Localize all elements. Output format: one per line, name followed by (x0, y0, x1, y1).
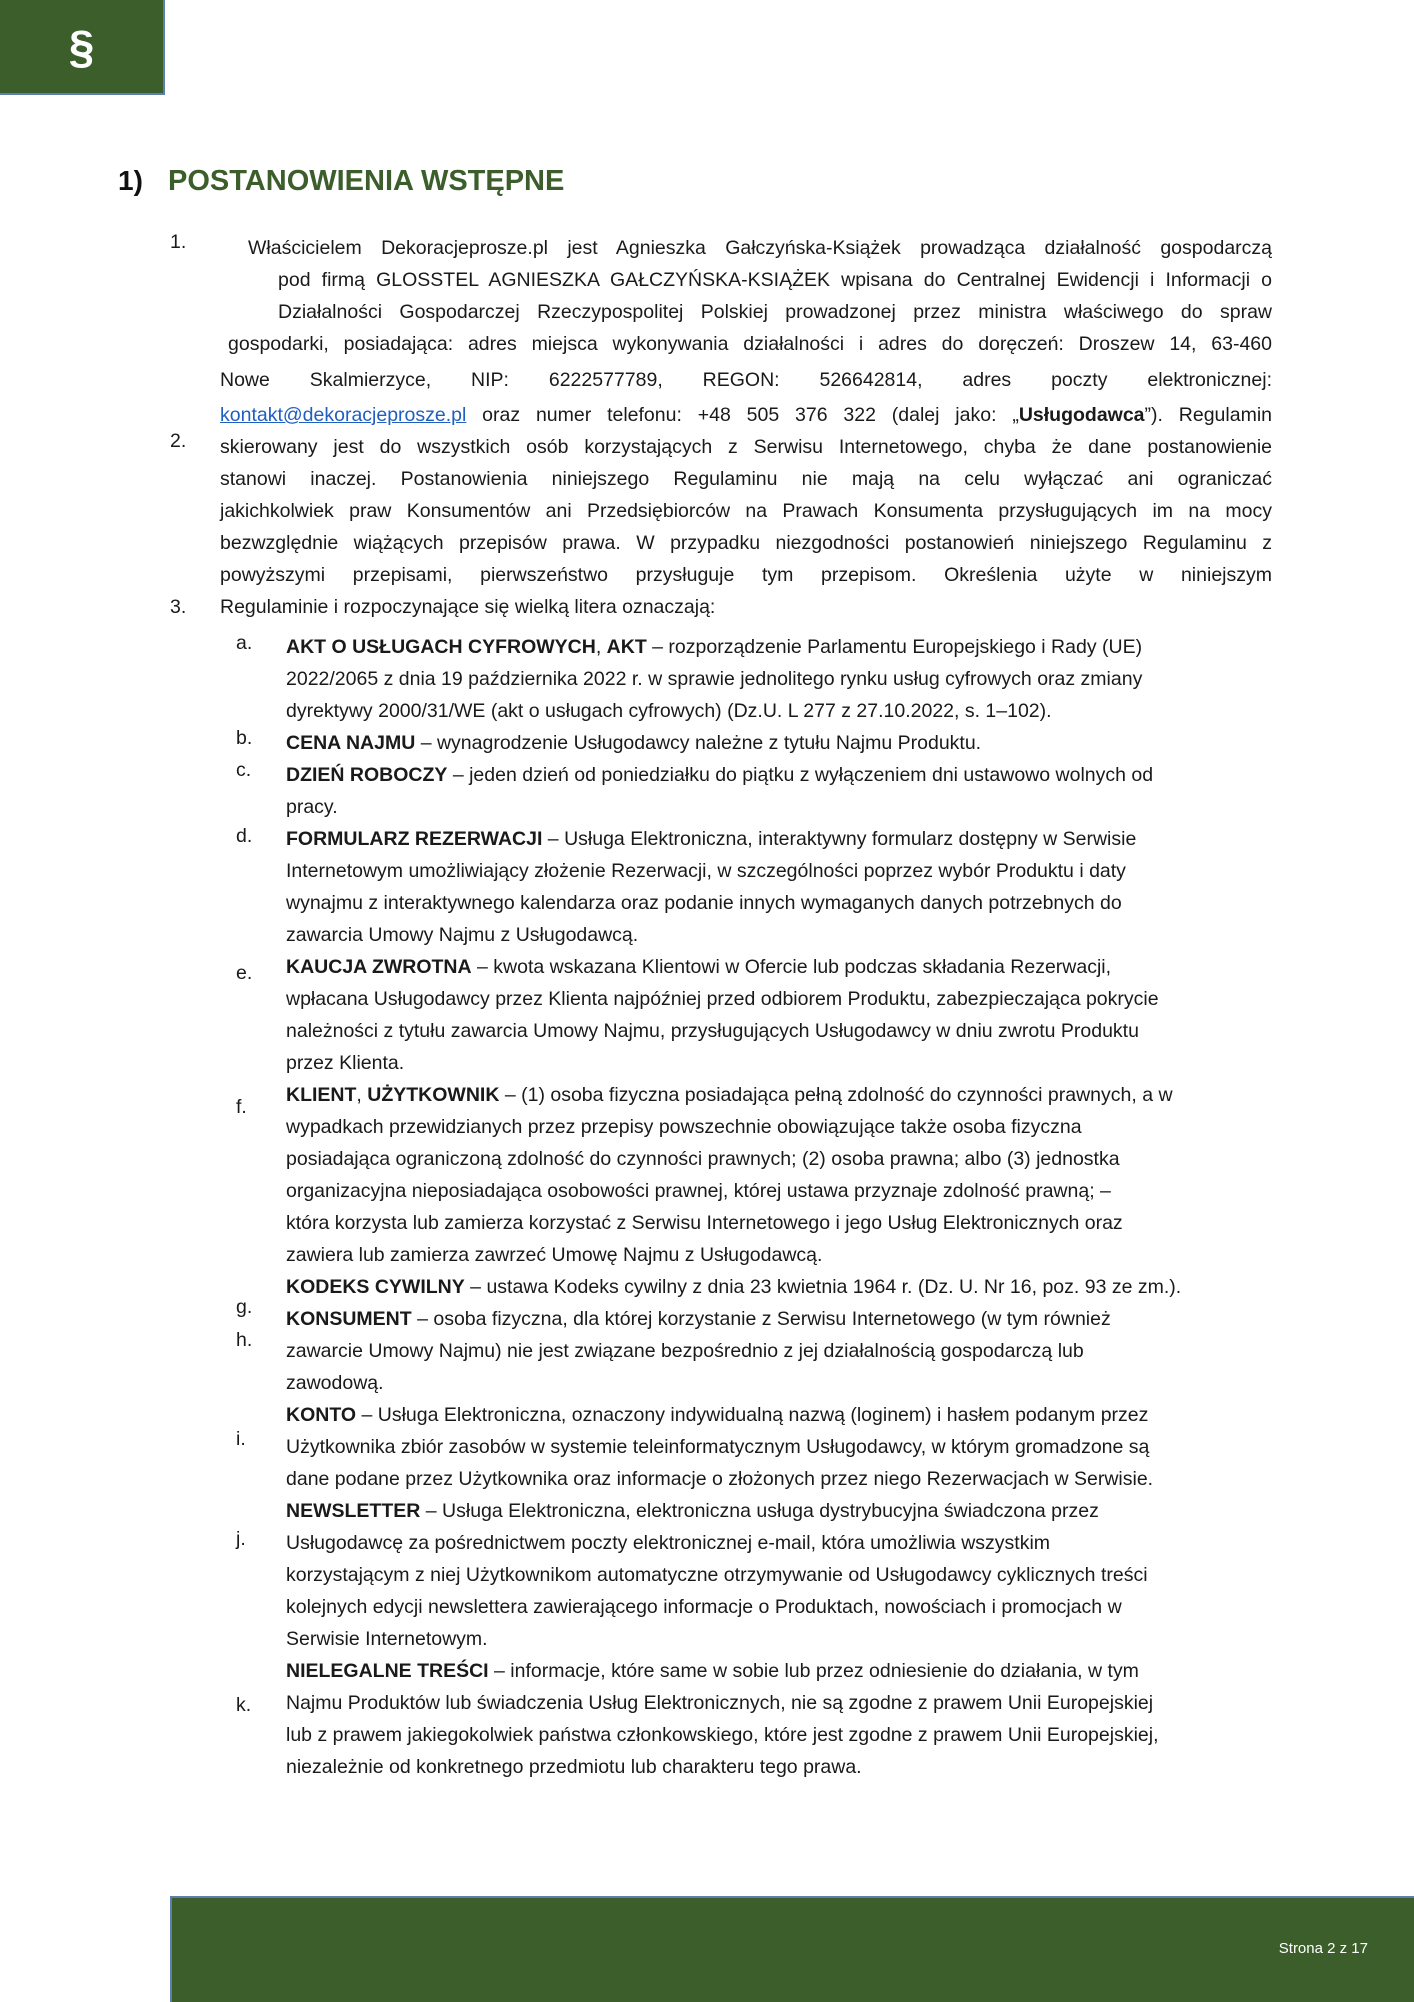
definition-line: niezależnie od konkretnego przedmiotu lub charakteru tego prawa. (286, 1756, 862, 1778)
definition-term: KONSUMENT (286, 1308, 412, 1330)
definition-letter: k. (236, 1694, 252, 1716)
paragraph-line: bezwzględnie wiążących przepisów prawa. W przypadku niezgodności postanowień niniejszego Regulaminu z (220, 532, 1272, 554)
definition-term: AKT O USŁUGACH CYFROWYCH (286, 636, 596, 658)
definition-term: CENA NAJMU (286, 732, 416, 754)
section-number: 1) (118, 165, 143, 196)
page-counter: Strona 2 z 17 (1278, 1940, 1368, 1957)
definition-text: – Usługa Elektroniczna, elektroniczna usługa dystrybucyjna świadczona przez (420, 1500, 1099, 1522)
definition-text: – rozporządzenie Parlamentu Europejskiego i Rady (UE) (646, 636, 1143, 658)
paragraph-line: Działalności Gospodarczej Rzeczypospolitej Polskiej prowadzonej przez ministra właściwego do spraw (278, 301, 1272, 323)
section-heading (118, 165, 564, 198)
paragraph-line: stanowi inaczej. Postanowienia niniejszego Regulaminu nie mają na celu wyłączać ani ograniczać (220, 468, 1272, 490)
definition-letter: c. (236, 759, 252, 781)
definition-line: posiadająca ograniczoną zdolność do czynności prawnych; (2) osoba prawna; albo (3) jednostka (286, 1148, 1120, 1170)
definition-text: – osoba fizyczna, dla której korzystanie z Serwisu Internetowego (w tym również (411, 1308, 1111, 1330)
definition-line (286, 727, 1286, 759)
definition-term: FORMULARZ REZERWACJI (286, 828, 543, 850)
definition-line: korzystającym z niej Użytkownikom automatyczne otrzymywanie od Usługodawcy cyklicznych treści (286, 1564, 1148, 1586)
definition-text: – wynagrodzenie Usługodawcy należne z tytułu Najmu Produktu. (415, 732, 982, 754)
definition-text: – (1) osoba fizyczna posiadająca pełną zdolność do czynności prawnych, a w (499, 1084, 1173, 1106)
definition-line: dyrektywy 2000/31/WE (akt o usługach cyfrowych) (Dz.U. L 277 z 27.10.2022, s. 1–102). (286, 700, 1052, 722)
definition-term: NIELEGALNE TREŚCI (286, 1660, 489, 1682)
definition-letter: f. (236, 1096, 247, 1118)
definition-line: wynajmu z interaktywnego kalendarza oraz podanie innych wymaganych danych potrzebnych do (286, 892, 1122, 914)
paragraph-text: ”). Regulamin (1144, 404, 1272, 426)
definition-term: KONTO (286, 1404, 357, 1426)
definitions-list (286, 631, 1286, 1783)
definition-line: dane podane przez Użytkownika oraz informacje o złożonych przez niego Rezerwacjach w Serwisie. (286, 1468, 1154, 1490)
definition-line: pracy. (286, 796, 338, 818)
definition-text: – Usługa Elektroniczna, oznaczony indywidualną nazwą (loginem) i hasłem podanym przez (356, 1404, 1149, 1426)
definition-line (286, 1303, 1286, 1335)
paragraph-line: powyższymi przepisami, pierwszeństwo przysługuje tym przepisom. Określenia użyte w niniejszym (220, 564, 1272, 586)
definition-line: organizacyjna nieposiadająca osobowości prawnej, której ustawa przyznaje zdolność prawną; – (286, 1180, 1111, 1202)
definition-line: Internetowym umożliwiający złożenie Rezerwacji, w szczególności poprzez wybór Produktu i daty (286, 860, 1126, 882)
definition-line: zawarcie Umowy Najmu) nie jest związane bezpośrednio z jej działalnością gospodarczą lub (286, 1340, 1084, 1362)
definition-term: KODEKS CYWILNY (286, 1276, 465, 1298)
definition-line (286, 951, 1286, 983)
definition-line (286, 1271, 1286, 1303)
definition-line: wypadkach przewidzianych przez przepisy powszechnie obowiązujące także osoba fizyczna (286, 1116, 1082, 1138)
definition-letter: e. (236, 962, 253, 984)
email-link[interactable]: kontakt@dekoracjeprosze.pl (220, 404, 467, 426)
provider-term: Usługodawca (1018, 404, 1145, 426)
definition-letter: d. (236, 825, 253, 847)
section-symbol: § (68, 20, 95, 73)
definition-line: Najmu Produktów lub świadczenia Usług Elektronicznych, nie są zgodne z prawem Unii Europejskiej (286, 1692, 1154, 1714)
definition-line: wpłacana Usługodawcy przez Klienta najpóźniej przed odbiorem Produktu, zabezpieczająca pokrycie (286, 988, 1159, 1010)
definition-line (286, 631, 1286, 663)
definition-term: KLIENT (286, 1084, 357, 1106)
definition-line: należności z tytułu zawarcia Umowy Najmu, przysługujących Usługodawcy w dniu zwrotu Produktu (286, 1020, 1139, 1042)
phone-text: oraz numer telefonu: +48 505 376 322 (dalej jako: „ (466, 404, 1019, 426)
item-number-2: 2. (170, 430, 187, 452)
definition-line: kolejnych edycji newslettera zawierającego informacje o Produktach, nowościach i promocjach w (286, 1596, 1122, 1618)
definition-line: Serwisie Internetowym. (286, 1628, 488, 1650)
definition-line (286, 1399, 1286, 1431)
definition-line (286, 1079, 1286, 1111)
definition-text: – jeden dzień od poniedziałku do piątku z wyłączeniem dni ustawowo wolnych od (447, 764, 1154, 786)
definition-line: 2022/2065 z dnia 19 października 2022 r. w sprawie jednolitego rynku usług cyfrowych oraz zmiany (286, 668, 1143, 690)
term-separator: , (356, 1084, 368, 1106)
definition-letter: h. (236, 1329, 253, 1351)
definition-letter: a. (236, 632, 253, 654)
definition-text: – Usługa Elektroniczna, interaktywny formularz dostępny w Serwisie (542, 828, 1137, 850)
definition-letter: i. (236, 1428, 246, 1450)
paragraph-line (220, 399, 1272, 431)
definition-text: – informacje, które same w sobie lub przez odniesienie do działania, w tym (488, 1660, 1139, 1682)
paragraph-line: jakichkolwiek praw Konsumentów ani Przedsiębiorców na Prawach Konsumenta przysługujących im na mocy (220, 500, 1272, 522)
definition-letter: b. (236, 727, 253, 749)
definition-line: która korzysta lub zamierza korzystać z Serwisu Internetowego i jego Usług Elektronicznych oraz (286, 1212, 1123, 1234)
paragraph-line: pod firmą GLOSSTEL AGNIESZKA GAŁCZYŃSKA-KSIĄŻEK wpisana do Centralnej Ewidencji i Informacji o (278, 269, 1272, 291)
definition-line: zawiera lub zamierza zawrzeć Umowę Najmu z Usługodawcą. (286, 1244, 823, 1266)
section-title: POSTANOWIENIA WSTĘPNE (168, 165, 565, 197)
term-separator: , (595, 636, 607, 658)
definition-line: Użytkownika zbiór zasobów w systemie teleinformatycznym Usługodawcy, w którym gromadzone są (286, 1436, 1150, 1458)
definition-term: NEWSLETTER (286, 1500, 421, 1522)
paragraph-line: gospodarki, posiadająca: adres miejsca wykonywania działalności i adres do doręczeń: Droszew 14, 63-460 (228, 333, 1272, 355)
definition-term: UŻYTKOWNIK (367, 1084, 500, 1106)
paragraph-line: Właścicielem Dekoracjeprosze.pl jest Agnieszka Gałczyńska-Książek prowadząca działalność gospodarczą (248, 237, 1272, 259)
definition-line (286, 1495, 1286, 1527)
definition-line: zawarcia Umowy Najmu z Usługodawcą. (286, 924, 639, 946)
definition-line (286, 823, 1286, 855)
item-number-3: 3. (170, 596, 187, 618)
definition-letter: g. (236, 1296, 253, 1318)
definition-text: – kwota wskazana Klientowi w Ofercie lub podczas składania Rezerwacji, (471, 956, 1112, 978)
definition-term: AKT (606, 636, 647, 658)
paragraph-line: Nowe Skalmierzyce, NIP: 6222577789, REGON: 526642814, adres poczty elektronicznej: (220, 369, 1272, 391)
definition-line: przez Klienta. (286, 1052, 405, 1074)
item-number-1: 1. (170, 231, 187, 253)
section-symbol-box (0, 0, 165, 95)
definition-line (286, 759, 1286, 791)
definition-term: DZIEŃ ROBOCZY (286, 764, 448, 786)
definition-line: Usługodawcę za pośrednictwem poczty elektronicznej e-mail, która umożliwia wszystkim (286, 1532, 1051, 1554)
definition-text: – ustawa Kodeks cywilny z dnia 23 kwietnia 1964 r. (Dz. U. Nr 16, poz. 93 ze zm.). (464, 1276, 1182, 1298)
footer-bar (170, 1896, 1414, 2002)
paragraph-line: skierowany jest do wszystkich osób korzystających z Serwisu Internetowego, chyba że dane postanowienie (220, 436, 1272, 458)
definition-line: lub z prawem jakiegokolwiek państwa członkowskiego, które jest zgodne z prawem Unii Europejskiej, (286, 1724, 1159, 1746)
definition-term: KAUCJA ZWROTNA (286, 956, 472, 978)
definition-line: zawodową. (286, 1372, 384, 1394)
definition-letter: j. (236, 1528, 246, 1550)
definition-line (286, 1655, 1286, 1687)
paragraph-line: Regulaminie i rozpoczynające się wielką litera oznaczają: (220, 596, 716, 618)
